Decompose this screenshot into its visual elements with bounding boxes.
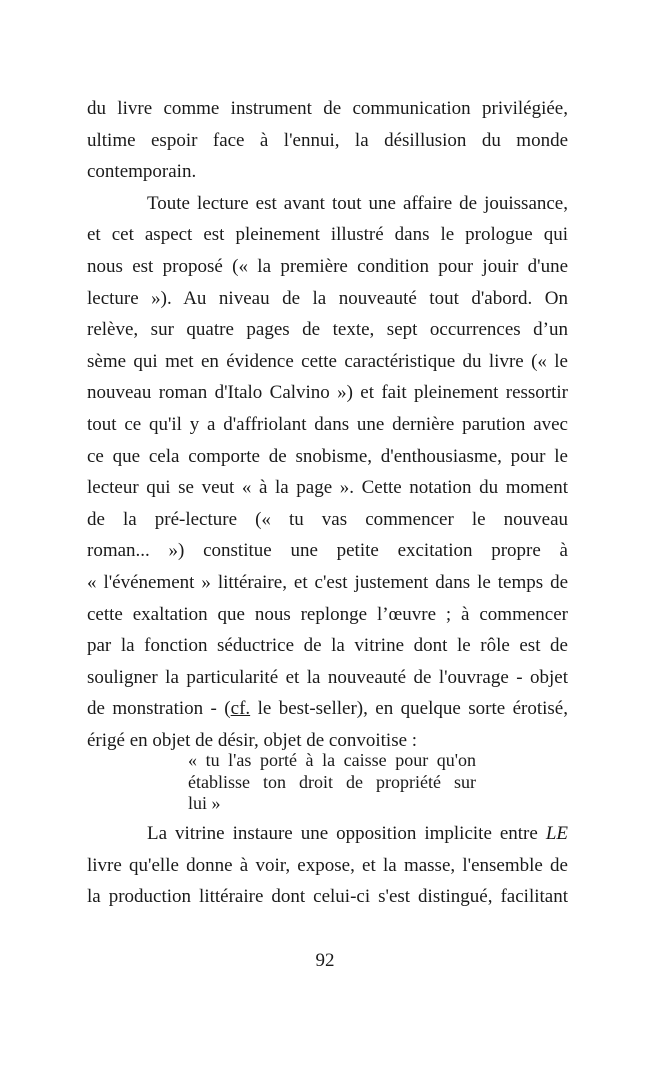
text-line: roman... ») constitue une petite excitation propre à (87, 540, 568, 562)
text-line: la production littéraire dont celui-ci s'est distingué, facilitant (87, 886, 568, 908)
text-line: souligner la particularité et la nouveauté de l'ouvrage - objet (87, 666, 568, 688)
paragraph-first-line (87, 818, 568, 850)
text-fragment: de monstration - ( (87, 698, 231, 720)
cf-abbreviation: cf. (230, 698, 251, 720)
text-line: tout ce qu'il y a d'affriolant dans une dernière parution avec (87, 413, 568, 435)
text-line: livre qu'elle donne à voir, expose, et la masse, l'ensemble de (87, 854, 568, 876)
text-line: de la pré-lecture (« tu vas commencer le nouveau (87, 508, 568, 530)
page-number: 92 (315, 950, 335, 971)
text-line: et cet aspect est pleinement illustré dans le prologue qui (87, 224, 568, 246)
text-line: relève, sur quatre pages de texte, sept occurrences d’un (87, 319, 568, 341)
text-line: lecture »). Au niveau de la nouveauté tout d'abord. On (87, 287, 568, 309)
text-fragment: La vitrine instaure une opposition implicite entre (147, 823, 546, 844)
text-line: nous est proposé (« la première condition pour jouir d'une (87, 255, 568, 277)
text-fragment: le best-seller), en quelque sorte érotisé, (250, 698, 568, 720)
text-line: contemporain. (87, 161, 197, 183)
quote-line: « tu l'as porté à la caisse pour qu'on (188, 750, 476, 770)
text-line: lecteur qui se veut « à la page ». Cette notation du moment (87, 477, 568, 499)
text-line: ultime espoir face à l'ennui, la désillusion du monde (87, 129, 568, 151)
text-line: par la fonction séductrice de la vitrine dont le rôle est de (87, 635, 568, 657)
main-text-block (87, 93, 568, 756)
paragraph-first-line: Toute lecture est avant tout une affaire de jouissance, (147, 192, 568, 214)
quote-line: établisse ton droit de propriété sur (188, 771, 476, 792)
closing-text-block (87, 818, 568, 913)
emphasis-le: LE (545, 823, 568, 844)
block-quote (188, 750, 476, 815)
text-line-with-cf (87, 693, 568, 725)
text-line: ce que cela comporte de snobisme, d'enthousiasme, pour le (87, 445, 568, 467)
text-line: « l'événement » littéraire, et c'est justement dans le temps de (87, 571, 568, 593)
text-line: sème qui met en évidence cette caractéristique du livre (« le (87, 350, 568, 372)
text-line: du livre comme instrument de communication privilégiée, (87, 98, 568, 119)
text-line: cette exaltation que nous replonge l’œuvre ; à commencer (87, 603, 568, 625)
text-line: nouveau roman d'Italo Calvino ») et fait pleinement ressortir (87, 382, 568, 404)
text-line: érigé en objet de désir, objet de convoitise : (87, 729, 418, 751)
quote-line: lui » (188, 793, 221, 813)
